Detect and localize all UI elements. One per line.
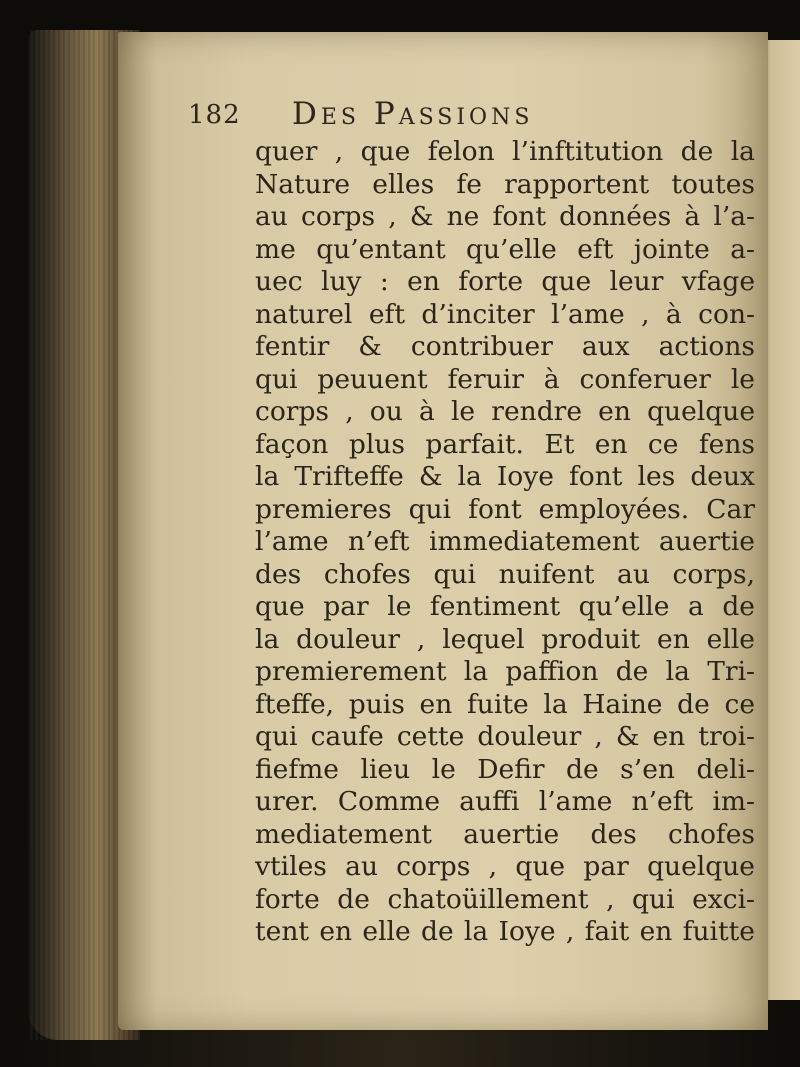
text-line: fentir & contribuer aux actions xyxy=(255,331,755,362)
text-line: naturel eft d’inciter l’ame , à con- xyxy=(255,298,755,330)
text-line: façon plus parfait. Et en ce fens xyxy=(255,428,755,460)
text-line: l’ame n’eft immediatement auertie xyxy=(255,526,755,557)
text-line: Nature elles fe rapportent toutes xyxy=(255,168,755,200)
text-line: premieres qui font employées. Car xyxy=(255,493,755,525)
text-line: corps , ou à le rendre en quelque xyxy=(255,396,755,427)
body-text xyxy=(255,136,755,949)
text-line: urer. Comme auffi l’ame n’eft im- xyxy=(255,786,755,817)
text-line: vtiles au corps , que par quelque xyxy=(255,851,755,882)
text-line: forte de chatoüillement , qui exci- xyxy=(255,883,755,915)
page-number: 182 xyxy=(188,100,241,130)
running-head-title: Des Passions xyxy=(292,96,534,132)
text-line: fiefme lieu le Defir de s’en deli- xyxy=(255,753,755,785)
text-line: qui peuuent feruir à conferuer le xyxy=(255,363,755,395)
text-line: premierement la paffion de la Tri- xyxy=(255,656,755,687)
text-line: des chofes qui nuifent au corps, xyxy=(255,558,755,590)
text-line: tent en elle de la Ioye , fait en fuitte xyxy=(255,916,755,947)
text-line: la Trifteffe & la Ioye font les deux xyxy=(255,461,755,492)
text-line: quer , que felon l’inftitution de la xyxy=(255,136,755,167)
text-line: me qu’entant qu’elle eft jointe a- xyxy=(255,233,755,265)
text-line: au corps , & ne font données à l’a- xyxy=(255,201,755,232)
text-line: la douleur , lequel produit en elle xyxy=(255,623,755,655)
text-line: fteffe, puis en fuite la Haine de ce xyxy=(255,688,755,720)
text-line: qui caufe cette douleur , & en troi- xyxy=(255,721,755,752)
text-line: que par le fentiment qu’elle a de xyxy=(255,591,755,622)
text-line: uec luy : en forte que leur vfage xyxy=(255,266,755,297)
text-line: mediatement auertie des chofes xyxy=(255,818,755,850)
